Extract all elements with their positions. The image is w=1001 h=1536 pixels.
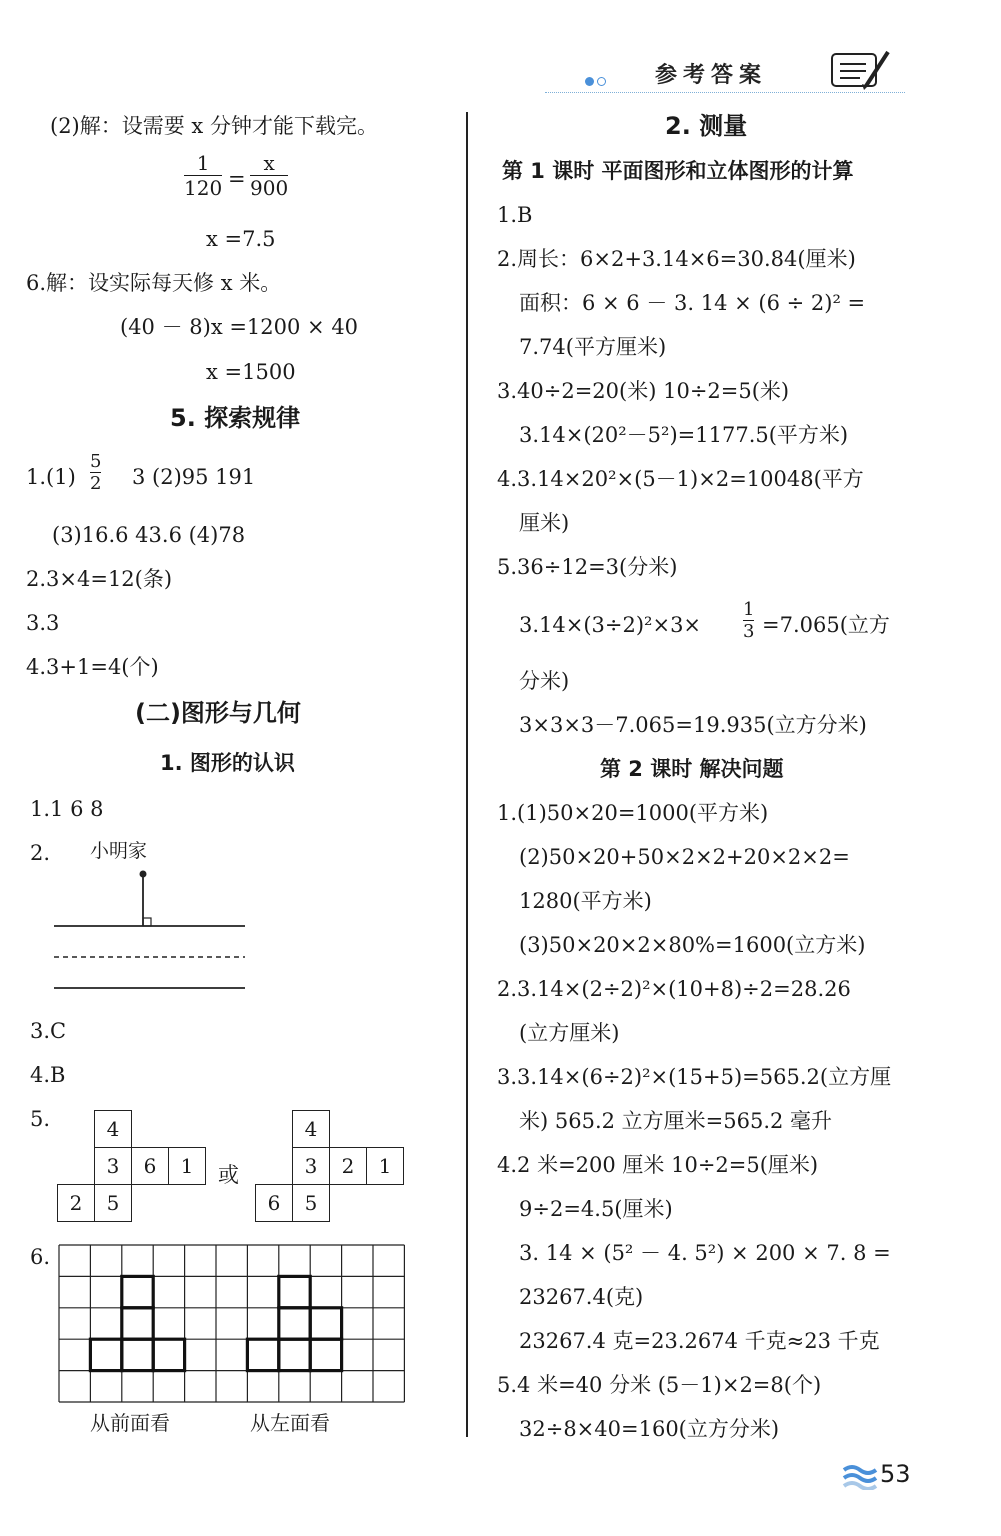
net2-cell: 2 (329, 1147, 367, 1185)
p-q3-b: 米) 565.2 立方厘米=565.2 毫升 (519, 1109, 833, 1133)
g-q1: 1.1 6 8 (30, 797, 104, 821)
page-number: 53 (880, 1460, 911, 1488)
g-q6: 6. (30, 1245, 51, 1269)
p-q4-b: 9÷2=4.5(厘米) (519, 1197, 673, 1221)
net1-cell: 5 (94, 1184, 132, 1222)
front-view-cell (153, 1339, 184, 1370)
r-q5-c: 分米) (519, 669, 570, 693)
net1-cell: 2 (57, 1184, 95, 1222)
fraction-x-900 (250, 152, 288, 199)
p-q1-c: 1280(平方米) (519, 889, 652, 913)
left-view-cell (310, 1308, 341, 1339)
part-title-geometry: (二)图形与几何 (135, 699, 301, 727)
p-q1-d: (3)50×20×2×80%=1600(立方米) (519, 933, 866, 957)
r-q2-c: 7.74(平方厘米) (519, 335, 667, 359)
right-angle-mark (143, 918, 151, 926)
page-number-wave-icon (842, 1462, 878, 1490)
p-q1-a: 1.(1)50×20=1000(平方米) (497, 801, 769, 825)
or-label: 或 (218, 1163, 239, 1187)
q6-equation: (40 － 8)x =1200 × 40 (120, 315, 359, 339)
lesson1-title: 第 1 课时 平面图形和立体图形的计算 (502, 159, 854, 183)
header-dots (585, 71, 609, 90)
g-q4: 4.B (30, 1063, 66, 1087)
g-q3: 3.C (30, 1019, 67, 1043)
left-view-cell (279, 1276, 310, 1307)
s5-q2: 2.3×4=12(条) (26, 567, 173, 591)
net2-cell: 5 (292, 1184, 330, 1222)
p-q2-b: (立方厘米) (519, 1021, 620, 1045)
fraction-numerator: 5 (90, 451, 102, 472)
section-title-measurement: 2. 测量 (665, 112, 748, 140)
fraction-denominator: 900 (250, 176, 289, 200)
r-q3-b: 3.14×(20²－5²)=1177.5(平方米) (519, 423, 849, 447)
home-label: 小明家 (90, 840, 148, 862)
fraction-1-3 (743, 600, 754, 641)
p-q5-a: 5.4 米=40 分米 (5－1)×2=8(个) (497, 1373, 822, 1397)
s5-q1-prefix: 1.(1) (26, 465, 76, 489)
left-view-cell (247, 1339, 278, 1370)
front-view-cell (122, 1276, 153, 1307)
p-q4-a: 4.2 米=200 厘米 10÷2=5(厘米) (497, 1153, 819, 1177)
r-q3-a: 3.40÷2=20(米) 10÷2=5(米) (497, 379, 790, 403)
net1-cell: 1 (168, 1147, 206, 1185)
net1-cell: 4 (94, 1110, 132, 1148)
s5-q1-rest: 3 (2)95 191 (132, 465, 256, 489)
section-title-shape-recognition: 1. 图形的认识 (160, 751, 295, 775)
r-q2-b: 面积：6 × 6 － 3. 14 × (6 ÷ 2)² = (519, 291, 866, 315)
left-view-cell (279, 1308, 310, 1339)
net2-cell: 3 (292, 1147, 330, 1185)
p-q5-b: 32÷8×40=160(立方分米) (519, 1417, 780, 1441)
r-q5-b2: =7.065(立方 (762, 613, 890, 637)
view-front-label: 从前面看 (90, 1411, 170, 1435)
p-q1-b: (2)50×20+50×2×2+20×2×2= (519, 845, 850, 869)
view-grid (58, 1244, 408, 1406)
r-q5-b1: 3.14×(3÷2)²×3× (519, 613, 702, 637)
net2-cell: 4 (292, 1110, 330, 1148)
r-q4-a: 4.3.14×20²×(5－1)×2=10048(平方 (497, 467, 864, 491)
pencil-scroll-icon (826, 46, 896, 94)
p-q2-a: 2.3.14×(2÷2)²×(10+8)÷2=28.26 (497, 977, 851, 1001)
r-q2-a: 2.周长：6×2+3.14×6=30.84(厘米) (497, 247, 856, 271)
net1-cell: 3 (94, 1147, 132, 1185)
fraction-numerator: 1 (743, 599, 755, 620)
fraction-5-2 (90, 452, 101, 493)
s5-q1-line2: (3)16.6 43.6 (4)78 (52, 523, 246, 547)
p-q4-e: 23267.4 克=23.2674 千克≈23 千克 (519, 1329, 880, 1353)
left-view-cell (310, 1339, 341, 1370)
s5-q3: 3.3 (26, 611, 60, 635)
section-title-explore-rules: 5. 探索规律 (170, 404, 301, 432)
r-q4-b: 厘米) (519, 511, 570, 535)
g-q5: 5. (30, 1107, 51, 1131)
r-q5-a: 5.36÷12=3(分米) (497, 555, 678, 579)
front-view-cell (90, 1339, 121, 1370)
net2-cell: 6 (255, 1184, 293, 1222)
column-divider (466, 112, 468, 1437)
fraction-1-120 (184, 152, 222, 199)
page-header-title: 参考答案 (655, 63, 768, 88)
equals-sign: = (228, 167, 246, 191)
fraction-numerator: 1 (196, 151, 210, 175)
q2-2-result: x =7.5 (206, 227, 276, 251)
fraction-denominator: 120 (184, 176, 223, 200)
perpendicular-diagram (50, 866, 250, 996)
view-left-label: 从左面看 (250, 1411, 330, 1435)
fraction-denominator: 3 (743, 621, 755, 642)
front-view-cell (122, 1339, 153, 1370)
r-q5-d: 3×3×3－7.065=19.935(立方分米) (519, 713, 867, 737)
fraction-denominator: 2 (90, 473, 102, 494)
p-q3-a: 3.3.14×(6÷2)²×(15+5)=565.2(立方厘 (497, 1065, 892, 1089)
p-q4-c: 3. 14 × (5² － 4. 5²) × 200 × 7. 8 = (519, 1241, 891, 1265)
net1-cell: 6 (131, 1147, 169, 1185)
lesson2-title: 第 2 课时 解决问题 (600, 757, 784, 781)
header-dot-icon (585, 77, 594, 86)
left-view-cell (279, 1339, 310, 1370)
r-q1: 1.B (497, 203, 533, 227)
p-q4-d: 23267.4(克) (519, 1285, 644, 1309)
fraction-numerator: x (263, 151, 275, 175)
s5-q4: 4.3+1=4(个) (26, 655, 159, 679)
header-dot-icon (597, 77, 606, 86)
q6-line: 6.解：设实际每天修 x 米。 (26, 271, 282, 295)
g-q2: 2. (30, 841, 51, 865)
q6-result: x =1500 (206, 360, 296, 384)
net2-cell: 1 (366, 1147, 404, 1185)
front-view-cell (122, 1308, 153, 1339)
q2-2-line: (2)解：设需要 x 分钟才能下载完。 (50, 114, 378, 138)
